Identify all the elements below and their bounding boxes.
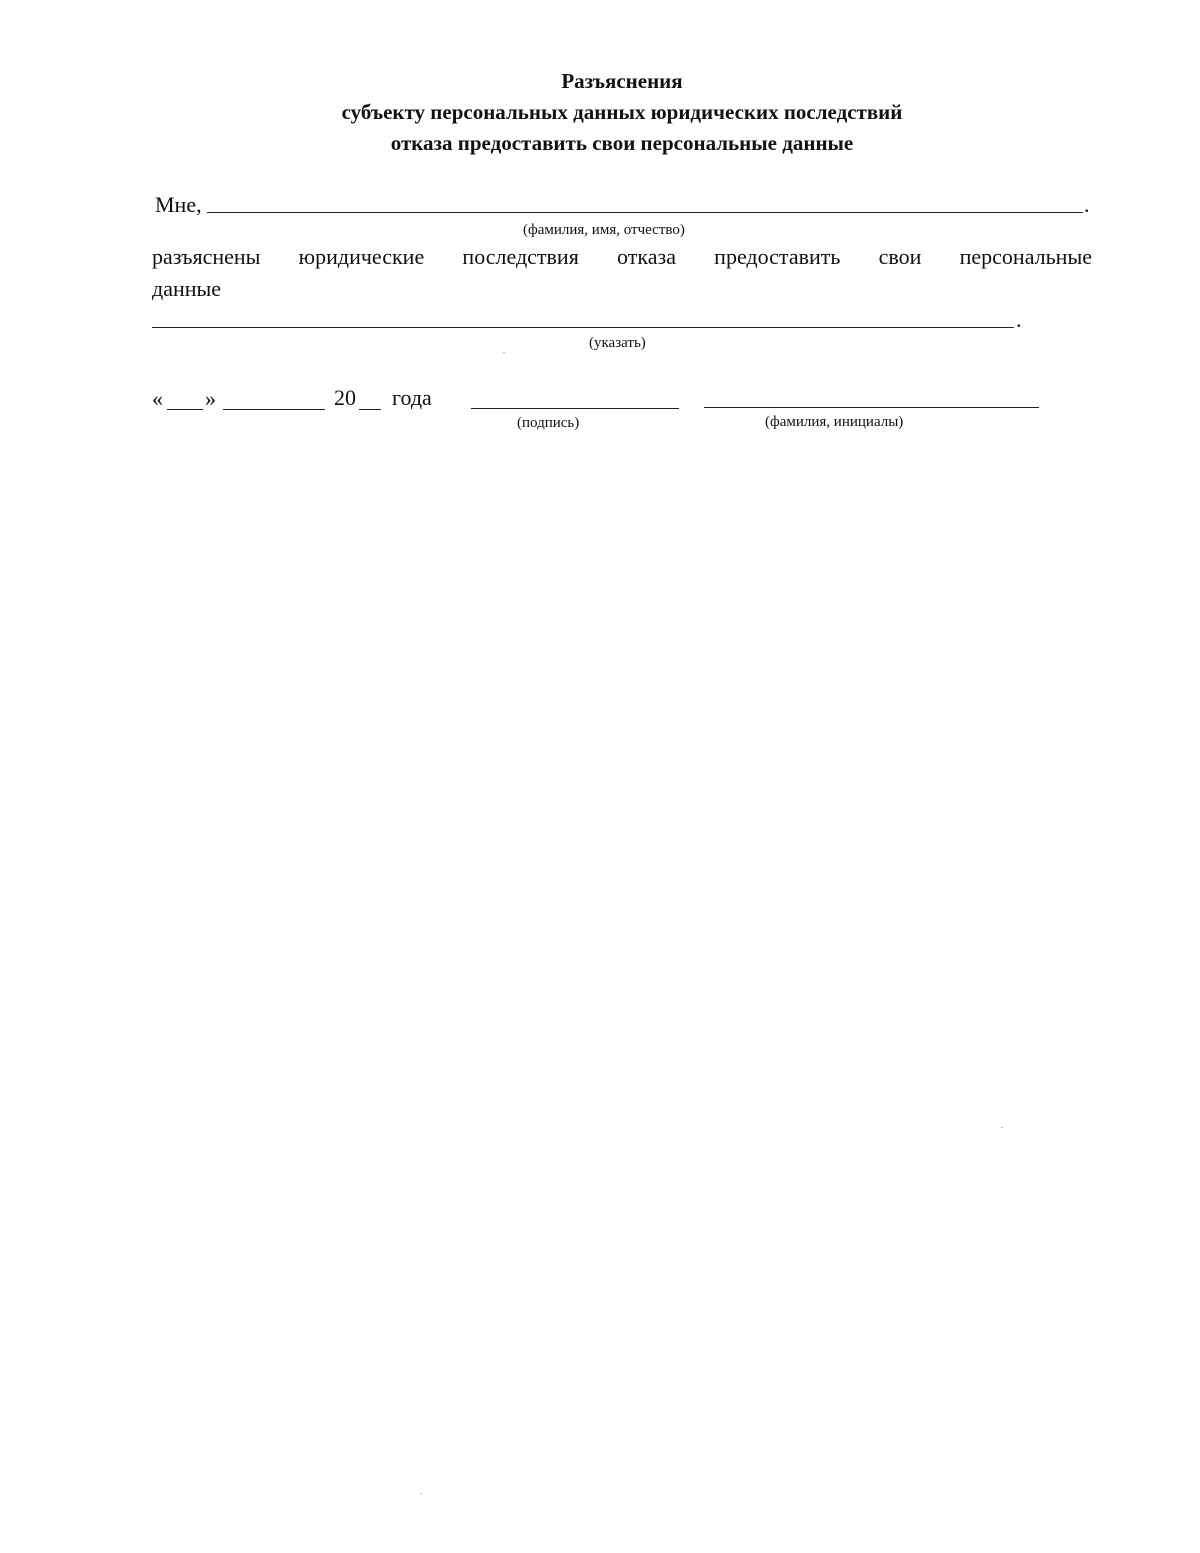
statement-line-1: разъяснены юридические последствия отказа предоставить свои персональные xyxy=(152,244,1092,269)
initials-fill-line[interactable] xyxy=(704,407,1039,408)
name-caption: (фамилия, имя, отчество) xyxy=(523,222,685,238)
name-label: Мне, xyxy=(155,192,202,217)
initials-caption: (фамилия, инициалы) xyxy=(765,414,904,430)
scan-speck xyxy=(420,1493,422,1494)
name-end-mark: . xyxy=(1084,192,1090,217)
year-fill-line[interactable] xyxy=(359,409,381,410)
signature-fill-line[interactable] xyxy=(471,408,679,409)
year-word: года xyxy=(392,385,432,410)
year-prefix: 20 xyxy=(334,385,356,410)
month-fill-line[interactable] xyxy=(223,409,325,410)
day-fill-line[interactable] xyxy=(167,409,203,410)
scan-speck xyxy=(503,352,505,353)
date-close-quote: » xyxy=(205,386,216,411)
specify-caption: (указать) xyxy=(589,335,646,351)
document-title-line-2: субъекту персональных данных юридических последствий xyxy=(341,100,903,124)
date-open-quote: « xyxy=(152,386,163,411)
specify-fill-line[interactable] xyxy=(152,327,1014,328)
name-fill-line[interactable] xyxy=(207,212,1083,213)
specify-end-mark: . xyxy=(1016,307,1022,332)
scan-speck xyxy=(1001,1127,1003,1128)
document-title-line-3: отказа предоставить свои персональные данные xyxy=(390,131,854,155)
statement-line-2: данные xyxy=(152,276,222,301)
signature-caption: (подпись) xyxy=(517,415,580,431)
document-title-line-1: Разъяснения xyxy=(561,69,683,93)
